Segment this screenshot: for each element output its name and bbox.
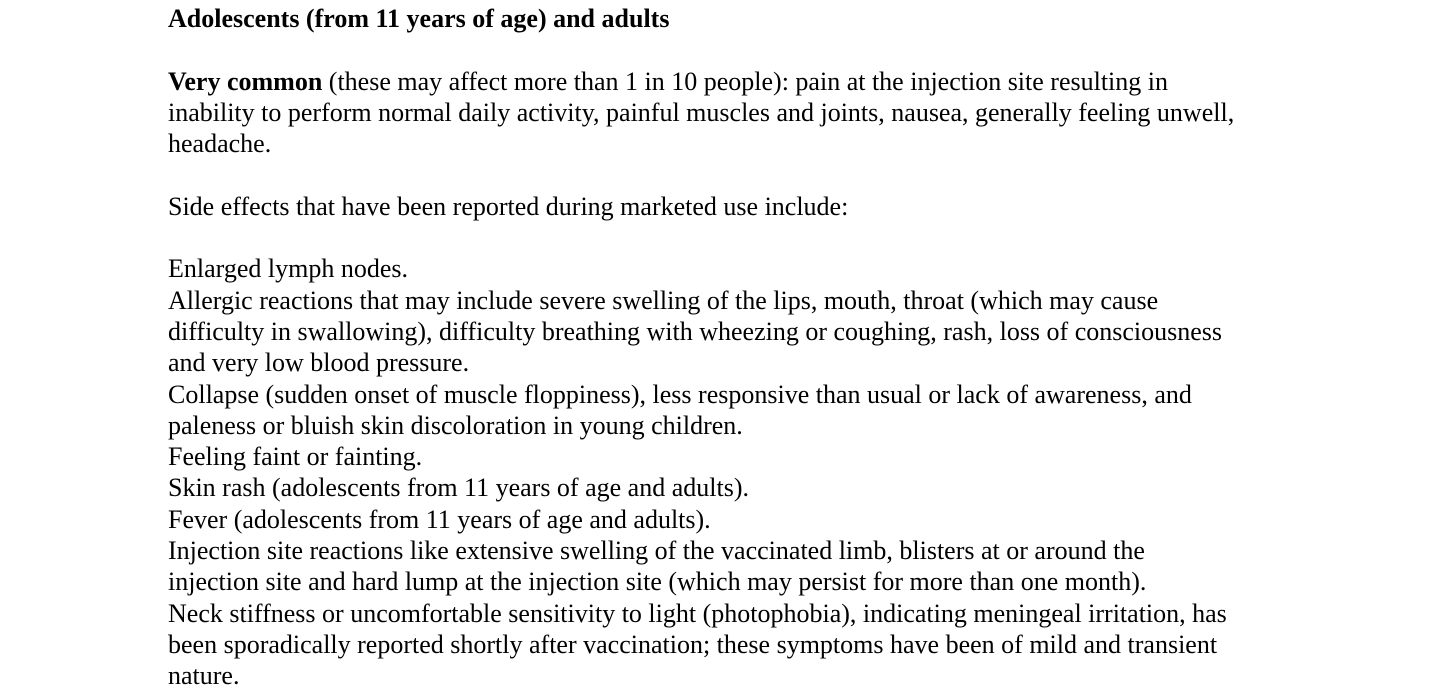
effect-line: Injection site reactions like extensive swelling of the vaccinated limb, blisters at or around the [168, 536, 1145, 566]
effect-line: injection site and hard lump at the injection site (which may persist for more than one month). [168, 567, 1147, 597]
effect-line: Enlarged lymph nodes. [168, 254, 408, 284]
effect-line: and very low blood pressure. [168, 348, 470, 378]
effect-line: nature. [168, 661, 240, 691]
very-common-paragraph-line-3: headache. [168, 129, 272, 159]
spacer [168, 159, 1318, 190]
spacer [168, 34, 1318, 65]
effect-line: Neck stiffness or uncomfortable sensitivity to light (photophobia), indicating meningeal irritation, has [168, 598, 1227, 628]
spacer [168, 222, 1318, 253]
effect-line: been sporadically reported shortly after vaccination; these symptoms have been of mild and transient [168, 629, 1218, 659]
very-common-paragraph-line-2: inability to perform normal daily activity, painful muscles and joints, nausea, generally feeling unwell, [168, 97, 1235, 127]
effect-line: difficulty in swallowing), difficulty breathing with wheezing or coughing, rash, loss of consciousness [168, 316, 1223, 346]
marketed-use-intro: Side effects that have been reported during marketed use include: [168, 191, 849, 221]
effect-line: Fever (adolescents from 11 years of age and adults). [168, 504, 711, 534]
section-heading: Adolescents (from 11 years of age) and adults [168, 4, 670, 33]
effect-line: Collapse (sudden onset of muscle floppiness), less responsive than usual or lack of awareness, and [168, 379, 1192, 409]
effect-line: Feeling faint or fainting. [168, 442, 423, 472]
effect-line: Skin rash (adolescents from 11 years of age and adults). [168, 473, 749, 503]
effect-line: paleness or bluish skin discoloration in young children. [168, 410, 743, 440]
document-page [168, 0, 1318, 692]
effect-line: Allergic reactions that may include severe swelling of the lips, mouth, throat (which may cause [168, 285, 1159, 315]
very-common-text-1: (these may affect more than 1 in 10 people): pain at the injection site resulting in [322, 66, 1169, 96]
very-common-label: Very common [168, 66, 323, 96]
very-common-paragraph-line-1 [168, 66, 1318, 97]
